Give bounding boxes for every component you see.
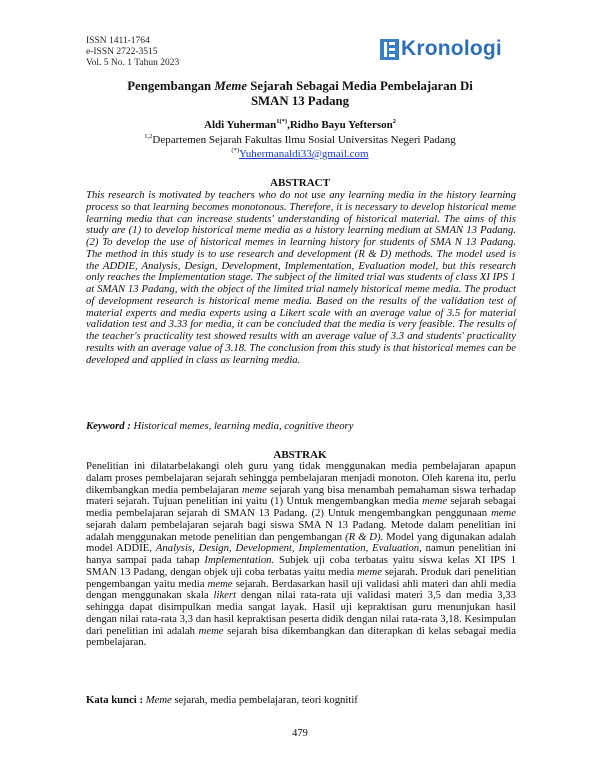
page-number: 479: [292, 728, 308, 739]
journal-logo-text: Kronologi: [401, 37, 502, 60]
abstract-body: This research is motivated by teachers who do not use any learning media in the history learning process so that learning becomes monotonous. Therefore, it is necessary to develop historical meme learning media that can increase students' understanding of historical material. The aims of this study are (1) to develop historical meme media as a history learning medium at SMAN 13 Padang. (2) To develop the use of historical memes in learning history for students of SMA N 13 Padang. The method in this study is to use research and development (R & D) methods. The model used is the ADDIE, Analysis, Design, Development, Implementation, Evaluation model, but this research only reaches the Implementation stage. The subject of the limited trial was students of class XI IPS 1 at SMAN 13 Padang, with the object of the limited trial namely historical meme media. The product of development research is historical meme media. Based on the results of the validation test of material experts and media experts using a Likert scale with an average value of 3.5 for material validation test and 3.33 for media, it can be concluded that the media is very feasible. The results of the teacher's practicality test showed results with an average value of 3.3 and students' practicality results with an average value of 3.18. The conclusion from this study is that historical memes can be developed and applied in class as learning media.: [86, 189, 517, 366]
author-1: Aldi Yuherman: [204, 119, 277, 131]
keywords-english: Keyword : Historical memes, learning media, cognitive theory: [86, 420, 354, 432]
paper-title: Pengembangan Meme Sejarah Sebagai Media Pembelajaran Di SMAN 13 Padang: [127, 79, 473, 108]
journal-logo: [380, 38, 502, 60]
keywords-indonesian: Kata kunci : Meme sejarah, media pembelajaran, teori kognitif: [86, 694, 358, 706]
abstrak-heading: ABSTRAK: [273, 449, 327, 461]
corresponding-email: (*)Yuhermanaldi33@gmail.com: [231, 147, 369, 160]
eissn: e-ISSN 2722-3515: [86, 47, 158, 57]
abstract-heading: ABSTRACT: [270, 177, 330, 189]
author-list: Aldi Yuherman$^{1(*)}$,Ridho Bayu Yefterson$^2$: [204, 118, 396, 131]
email-link[interactable]: Yuhermanaldi33@gmail.com: [239, 148, 369, 160]
volume-issue: Vol. 5 No. 1 Tahun 2023: [86, 58, 180, 68]
author-2: Ridho Bayu Yefterson: [289, 119, 393, 131]
publication-info: [86, 36, 179, 69]
issn: ISSN 1411-1764: [86, 36, 150, 46]
abstrak-body: Penelitian ini dilatarbelakangi oleh guru yang tidak menggunakan media pembelajaran apapun dalam proses pembelajaran sejarah sehingga pembelajaran menjadi monoton. Oleh karena itu, perlu dikembangkan media pembelajaran meme sejarah yang bisa menambah pemahaman siswa terhadap materi sejarah. Tujuan penelitian ini yaitu (1) Untuk mengembangkan media meme sejarah sebagai media pembelajaran sejarah di SMAN 13 Padang. (2) Untuk mengembangkan penggunaan meme sejarah dalam pembelajaran sejarah bagi siswa SMA N 13 Padang. Metode dalam penelitian ini adalah menggunakan metode penelitian dan pengembangan (R & D). Model yang digunakan adalah model ADDIE, Analysis, Design, Development, Implementation, Evaluation, namun penelitian ini hanya sampai pada tahap Implementation. Subjek uji coba terbatas yaitu siswa kelas XI IPS 1 SMAN 13 Padang, dengan objek uji coba terbatas yaitu media meme sejarah. Produk dari penelitian pengembangan yaitu media meme sejarah. Berdasarkan hasil uji validasi ahli materi dan ahli media dengan menggunakan skala likert dengan nilai rata-rata uji validasi materi 3,5 dan media 3,33 sehingga dapat disimpulkan media sangat layak. Hasil uji kepraktisan guru menunjukan hasil dengan nilai rata-rata 3,3 dan hasil kepraktisan peserta didik dengan nilai rata-rata 3,18. Kesimpulan dari penelitian ini adalah meme sejarah bisa dikembangkan dan diterapkan di kelas sebagai media pembelajaran.: [86, 460, 517, 649]
affiliation: $^{1,2}$Departemen Sejarah Fakultas Ilmu Sosial Universitas Negeri Padang: [144, 133, 456, 146]
journal-logo-icon: [380, 39, 399, 60]
